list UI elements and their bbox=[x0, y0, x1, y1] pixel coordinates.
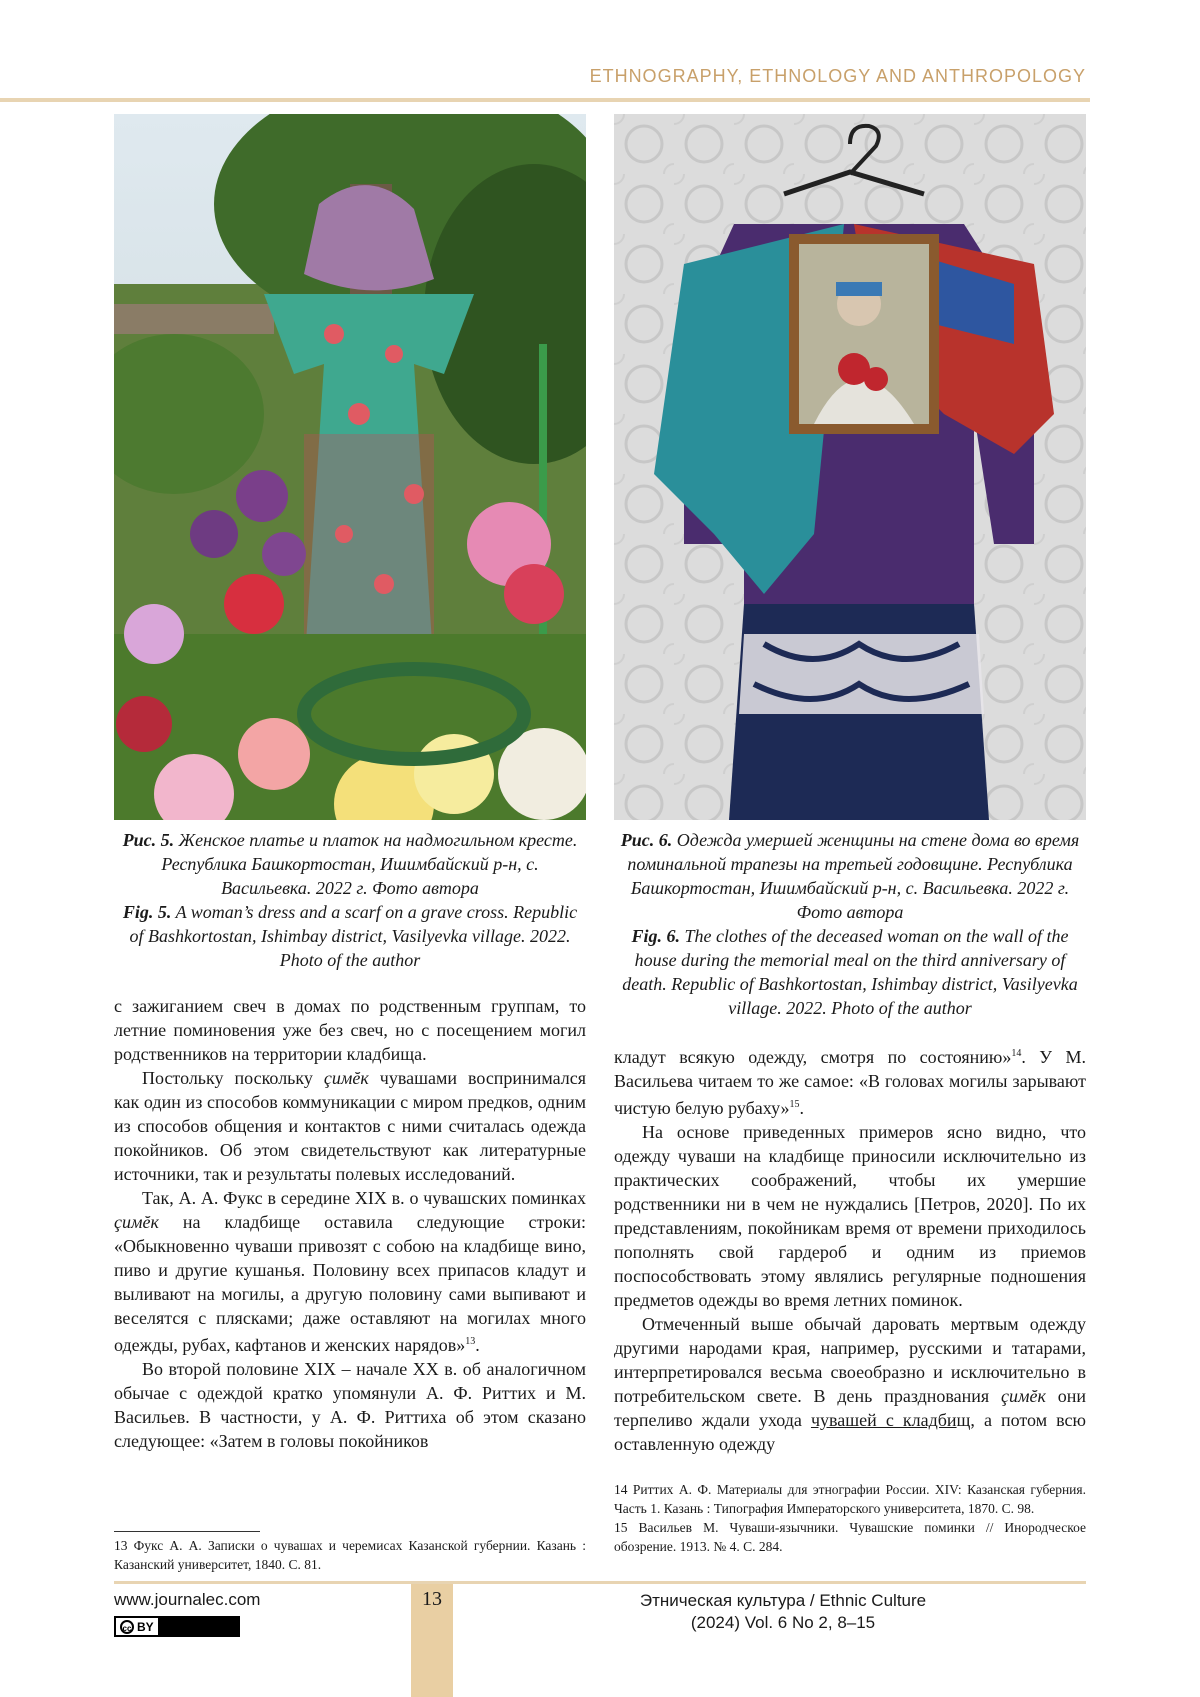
paragraph: Так, А. А. Фукс в середине XIX в. о чувашских поминках çимĕк на кладбище оставила следующие строки: «Обыкновенно чуваши привозят с собою на кладбище вино, пиво и другие кушанья. Половину всех припасов кладут и выливают на могилы, а другую половину сами выпивают и веселятся с плясками; даже оставляют на могилах много одежды, рубах, кафтанов и женских нарядов»$^{13}$. bbox=[114, 1188, 586, 1355]
footnote-13: 13 Фукс А. А. Записки о чувашах и черемисах Казанской губернии. Казань : Казанский университет, 1840. С. 81. bbox=[114, 1538, 586, 1572]
figure-5-photo bbox=[114, 114, 586, 820]
figure-5-ru-text: Женское платье и платок на надмогильном кресте. Республика Башкортостан, Ишимбайский р-н, с. Васильевка. 2022 г. Фото автора bbox=[161, 830, 578, 898]
footnote-14: 14 Риттих А. Ф. Материалы для этнографии России. XIV: Казанская губерния. Часть 1. Казань : Типография Императорского университета, 1870. С. 98. bbox=[614, 1482, 1086, 1516]
footnote-ref[interactable]: 15 bbox=[789, 1099, 800, 1110]
underlined-text: чувашей с кладби bbox=[810, 1410, 957, 1430]
body-column-right bbox=[614, 1042, 1086, 1456]
figure-5-en-text: A woman’s dress and a scarf on a grave cross. Republic of Bashkortostan, Ishimbay district, Vasilyevka village. 2022. Photo of the author bbox=[129, 902, 578, 970]
figure-6-ru-text: Одежда умершей женщины на стене дома во время поминальной трапезы на третьей годовщине. Республика Башкортостан, Ишимбайский р-н, с. Васильевка. 2022 г. Фото автора bbox=[627, 830, 1080, 922]
page-number: 13 bbox=[422, 1588, 442, 1610]
figure-6-caption bbox=[614, 828, 1086, 1020]
term-simek: çимĕк bbox=[114, 1212, 159, 1232]
footnote-ref[interactable]: 13 bbox=[465, 1336, 476, 1347]
term-simek: çимĕк bbox=[323, 1068, 369, 1088]
journal-name: Этническая культура / Ethnic Culture bbox=[639, 1591, 927, 1610]
term-simek: çимĕк bbox=[1001, 1386, 1046, 1406]
paragraph: Постольку поскольку çимĕк чувашами воспринимался как один из способов коммуникации с миром предков, одним из способов общения и контактов с ними считалась одежда покойников. Об этом свидетельствуют как литературные источники, так и результаты полевых исследований. bbox=[114, 1068, 586, 1184]
footnote-divider bbox=[114, 1531, 260, 1532]
figure-5-ru-label: Рис. 5. bbox=[122, 830, 175, 850]
paragraph: Во второй половине XIX – начале XX в. об аналогичном обычае с одеждой кратко упомянули А. Ф. Риттих и М. Васильев. В частности, у А. Ф. Риттиха об этом сказано следующее: «Затем в головы покойников bbox=[114, 1359, 586, 1451]
paragraph: На основе приведенных примеров ясно видно, что одежду чуваши на кладбище приносили исключительно из практических соображений, чтобы их умершие родственники ни в чем не нуждались [Петров, 2020]. По их представлениям, покойникам время от времени приходилось пополнять свой гардероб и одним из приемов поспособствовать этому являлись регулярные подношения предметов одежды во время летних поминок. bbox=[614, 1122, 1086, 1310]
figure-6-photo bbox=[614, 114, 1086, 820]
paragraph: с зажиганием свеч в домах по родственным группам, то летние поминовения уже без свеч, но с посещением могил родственников на территории кладбища. bbox=[114, 996, 586, 1064]
figure-6-en-text: The clothes of the deceased woman on the wall of the house during the memorial meal on the third anniversary of death. Republic of Bashkortostan, Ishimbay district, Vasilyevka village. 2022. Photo of the author bbox=[622, 926, 1078, 1018]
footer-divider bbox=[114, 1581, 1086, 1584]
cc-icon: cc BY bbox=[116, 1618, 158, 1635]
body-column-left bbox=[114, 994, 586, 1453]
figure-5-caption bbox=[114, 828, 586, 972]
figure-5-en-label: Fig. 5. bbox=[122, 902, 172, 922]
journal-url-link[interactable]: www.journalec.com bbox=[114, 1590, 261, 1609]
journal-section-title: ETHNOGRAPHY, ETHNOLOGY AND ANTHROPOLOGY bbox=[589, 66, 1086, 86]
header-divider bbox=[0, 98, 1090, 102]
paragraph: кладут всякую одежду, смотря по состоянию»$^{14}$. У М. Васильева читаем то же самое: «В головах могилы зарывают чистую белую рубаху»$^{15}$. bbox=[614, 1047, 1087, 1118]
footnotes-left bbox=[114, 1536, 586, 1574]
footnote-15: 15 Васильев М. Чуваши-язычники. Чувашские поминки // Инородческое обозрение. 1913. № 4. С. 284. bbox=[614, 1520, 1086, 1554]
journal-issue: (2024) Vol. 6 No 2, 8–15 bbox=[690, 1613, 876, 1632]
journal-citation bbox=[618, 1590, 948, 1634]
footnote-ref[interactable]: 14 bbox=[1011, 1048, 1022, 1059]
paragraph: Отмеченный выше обычай даровать мертвым одежду другими народами края, например, русскими и татарами, интерпретировался весьма своеобразно и исключительно в потребительском свете. В день празднования çимĕк они терпеливо ждали ухода чувашей с кладбищ, а потом всю оставленную одежду bbox=[614, 1314, 1086, 1454]
figure-6-ru-label: Рис. 6. bbox=[620, 830, 673, 850]
cc-by-license-badge[interactable] bbox=[114, 1616, 240, 1637]
footnotes-right bbox=[614, 1480, 1086, 1556]
figure-6-en-label: Fig. 6. bbox=[631, 926, 681, 946]
